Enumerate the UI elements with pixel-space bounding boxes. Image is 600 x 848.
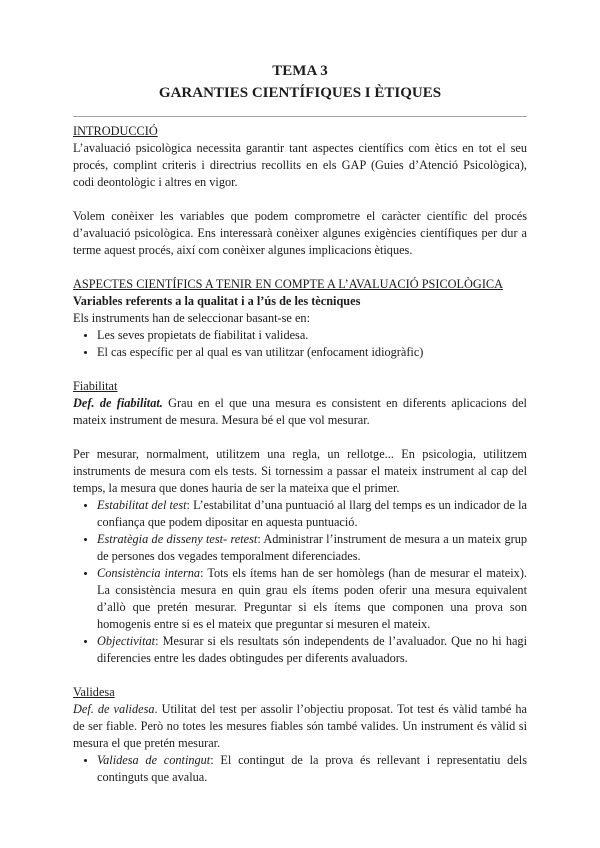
bullet-text: : Mesurar si els resultats són independents de l’avaluador. Que no hi hagi diferencies entre les dades obtingudes per diferents avaluadors. [97,634,527,665]
fiabilitat-bullet-list [73,497,527,667]
list-item [97,752,527,786]
bullet-lead: Validesa de contingut [97,753,211,767]
aspectes-subheading: Variables referents a la qualitat i a l’ús de les tècniques [73,294,361,308]
bullet-text: : Administrar l’instrument de mesura a un mateix grup de persones dos vegades temporalment diferenciades. [97,532,527,563]
list-item [97,531,527,565]
definition-lead: Def. de validesa [73,702,155,716]
bullet-text: Les seves propietats de fiabilitat i validesa. [97,328,309,342]
definition-lead: Def. de fiabilitat. [73,396,163,410]
validesa-bullet-list [73,752,527,786]
aspectes-heading: ASPECTES CIENTÍFICS A TENIR EN COMPTE A L’AVALUACIÓ PSICOLÒGICA [73,277,503,291]
document-title [73,60,527,104]
aspectes-intro: Els instruments han de seleccionar basant-se en: [73,311,310,325]
fiabilitat-heading: Fiabilitat [73,379,118,393]
title-divider [73,116,527,117]
bullet-lead: Consistència interna [97,566,201,580]
bullet-lead: Estabilitat del test [97,498,187,512]
bullet-text: : Tots els ítems han de ser homòlegs (han de mesurar el mateix). La consistència mesura en quin grau els ítems poden oferir una mesura equivalent d’allò que pretén mesurar. Preguntar si els ítems que componen una prova son homogenis entre si es el mateix que preguntar si mesuren el mateix. [97,566,527,631]
bullet-lead: Estratègia de disseny test- retest [97,532,258,546]
validesa-definition [73,701,527,752]
bullet-text: : L’estabilitat d’una puntuació al llarg del temps es un indicador de la confiança que podem dipositar en aquesta puntuació. [97,498,527,529]
list-item [97,633,527,667]
section-introduccio [73,123,527,259]
title-line-1: TEMA 3 [272,63,328,79]
bullet-lead: Objectivitat [97,634,156,648]
list-item [97,327,527,344]
fiabilitat-definition [73,395,527,429]
section-validesa [73,684,527,786]
list-item [97,344,527,361]
section-fiabilitat [73,378,527,667]
introduccio-paragraph-1: L’avaluació psicològica necessita garantir tant aspectes científics com ètics en tot el seu procés, complint criteris i directrius recollits en els GAP (Guies d’Atenció Psicològica), codi deontològic i altres en vigor. [73,141,527,189]
list-item [97,497,527,531]
bullet-text: El cas específic per al qual es van utilitzar (enfocament idiogràfic) [97,345,424,359]
fiabilitat-paragraph: Per mesurar, normalment, utilitzem una regla, un rellotge... En psicologia, utilitzem instruments de mesura com els tests. Si tornessim a passar el mateix instrument al cap del temps, la mesura que dones hauria de ser la mateixa que el primer. [73,447,527,495]
validesa-heading: Validesa [73,685,115,699]
definition-text: . Utilitat del test per assolir l’objectiu proposat. Tot test és vàlid també ha de ser fiable. Però no totes les mesures fiables són també valides. Un instrument és vàlid si mesura el que pretén mesurar. [73,702,527,750]
section-aspectes [73,276,527,361]
aspectes-bullet-list [73,327,527,361]
introduccio-heading: INTRODUCCIÓ [73,124,158,138]
title-line-2: GARANTIES CIENTÍFIQUES I ÈTIQUES [158,85,442,101]
definition-text: Grau en el que una mesura es consistent en diferents aplicacions del mateix instrument de mesura. Mesura bé el que vol mesurar. [73,396,527,427]
list-item [97,565,527,633]
introduccio-paragraph-2: Volem conèixer les variables que podem comprometre el caràcter científic del procés d’avaluació psicològica. Ens interessarà conèixer algunes exigències científiques per dur a terme aquest procés, així com conèixer algunes implicacions ètiques. [73,209,527,257]
bullet-text: : El contingut de la prova és rellevant i representatiu dels continguts que avalua. [97,753,527,784]
